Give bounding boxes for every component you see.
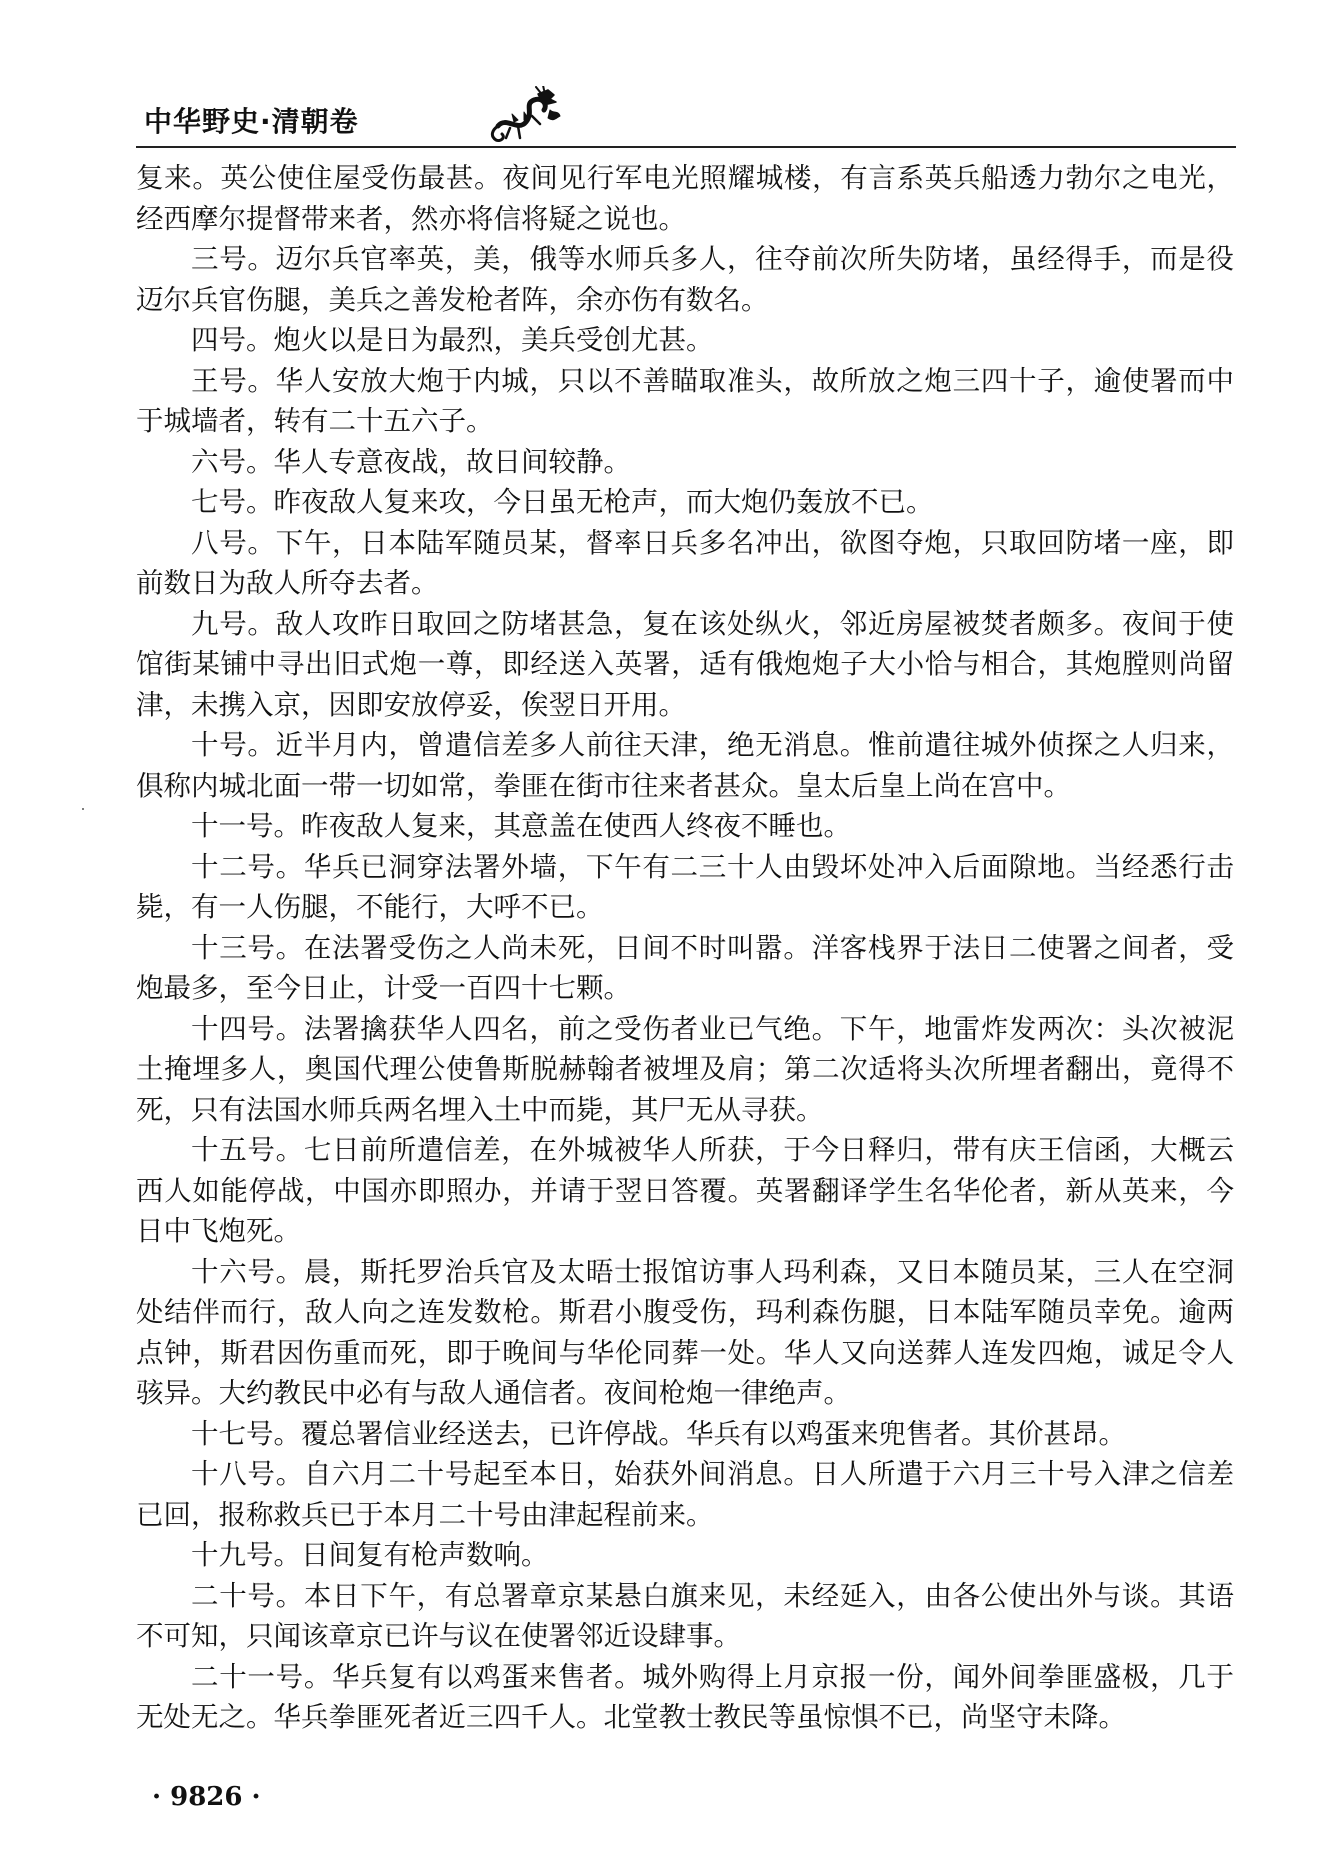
- paragraph: 十九号。日间复有枪声数响。: [191, 1539, 549, 1571]
- page-number: · 9826 ·: [152, 1782, 261, 1812]
- book-title: 中华野史·清朝卷: [144, 105, 359, 138]
- running-header: [136, 88, 1226, 148]
- dragon-icon: [488, 86, 562, 144]
- paragraph: 八号。下午，日本陆军随员某，督率日兵多名冲出，欲图夺炮，只取回防堵一座，即前数日为敌人所夺去者。: [136, 526, 1234, 599]
- paragraph: 十四号。法署擒获华人四名，前之受伤者业已气绝。下午，地雷炸发两次：头次被泥土掩埋多人，奥国代理公使鲁斯脱赫翰者被埋及肩；第二次适将头次所埋者翻出，竟得不死，只有法国水师兵两名埋入土中而毙，其尸无从寻获。: [136, 1012, 1234, 1126]
- paragraph: 十一号。昨夜敌人复来，其意盖在使西人终夜不睡也。: [191, 810, 851, 842]
- print-speck: [82, 808, 84, 810]
- paragraph: 十六号。晨，斯托罗治兵官及太晤士报馆访事人玛利森，又日本随员某，三人在空洞处结伴而行，敌人向之连发数枪。斯君小腹受伤，玛利森伤腿，日本陆军随员幸免。逾两点钟，斯君因伤重而死，即于晚间与华伦同葬一处。华人又向送葬人连发四炮，诚足令人骇异。大约教民中必有与敌人通信者。夜间枪炮一律绝声。: [136, 1255, 1234, 1409]
- paragraph: 复来。英公使住屋受伤最甚。夜间见行军电光照耀城楼，有言系英兵船透力勃尔之电光，经西摩尔提督带来者，然亦将信将疑之说也。: [136, 162, 1234, 235]
- paragraph: 九号。敌人攻昨日取回之防堵甚急，复在该处纵火，邻近房屋被焚者颇多。夜间于使馆街某铺中寻出旧式炮一尊，即经送入英署，适有俄炮炮子大小恰与相合，其炮膛则尚留津，未携入京，因即安放停妥，俟翌日开用。: [136, 607, 1234, 721]
- paragraph: 十五号。七日前所遣信差，在外城被华人所获，于今日释归，带有庆王信函，大概云西人如能停战，中国亦即照办，并请于翌日答覆。英署翻译学生名华伦者，新从英来，今日中飞炮死。: [136, 1134, 1234, 1247]
- paragraph: 二十一号。华兵复有以鸡蛋来售者。城外购得上月京报一份，闻外间拳匪盛极，几于无处无之。华兵拳匪死者近三四千人。北堂教士教民等虽惊惧不已，尚坚守未降。: [136, 1660, 1234, 1733]
- paragraph: 十八号。自六月二十号起至本日，始获外间消息。日人所遣于六月三十号入津之信差已回，报称救兵已于本月二十号由津起程前来。: [136, 1458, 1234, 1531]
- header-rule: [136, 146, 1236, 148]
- paragraph: 三号。迈尔兵官率英，美，俄等水师兵多人，往夺前次所失防堵，虽经得手，而是役迈尔兵官伤腿，美兵之善发枪者阵，余亦伤有数名。: [136, 243, 1234, 316]
- paragraph: 十二号。华兵已洞穿法署外墙，下午有二三十人由毁坏处冲入后面隙地。当经悉行击毙，有一人伤腿，不能行，大呼不已。: [136, 850, 1234, 923]
- paragraph: 七号。昨夜敌人复来攻，今日虽无枪声，而大炮仍轰放不已。: [191, 486, 934, 518]
- body-text: [136, 158, 1234, 1738]
- paragraph: 王号。华人安放大炮于内城，只以不善瞄取准头，故所放之炮三四十子，逾使署而中于城墙者，转有二十五六子。: [136, 364, 1234, 437]
- paragraph: 四号。炮火以是日为最烈，美兵受创尤甚。: [191, 324, 714, 356]
- paragraph: 十七号。覆总署信业经送去，已许停战。华兵有以鸡蛋来兜售者。其价甚昂。: [191, 1417, 1126, 1450]
- paragraph: 六号。华人专意夜战，故日间较静。: [191, 445, 631, 478]
- paragraph: 十三号。在法署受伤之人尚未死，日间不时叫嚣。洋客栈界于法日二使署之间者，受炮最多，至今日止，计受一百四十七颗。: [136, 931, 1234, 1004]
- paragraph: 十号。近半月内，曾遣信差多人前往天津，绝无消息。惟前遣往城外侦探之人归来，俱称内城北面一带一切如常，拳匪在街市往来者甚众。皇太后皇上尚在宫中。: [136, 729, 1234, 802]
- paragraph: 二十号。本日下午，有总署章京某悬白旗来见，未经延入，由各公使出外与谈。其语不可知，只闻该章京已许与议在使署邻近设肆事。: [136, 1579, 1234, 1652]
